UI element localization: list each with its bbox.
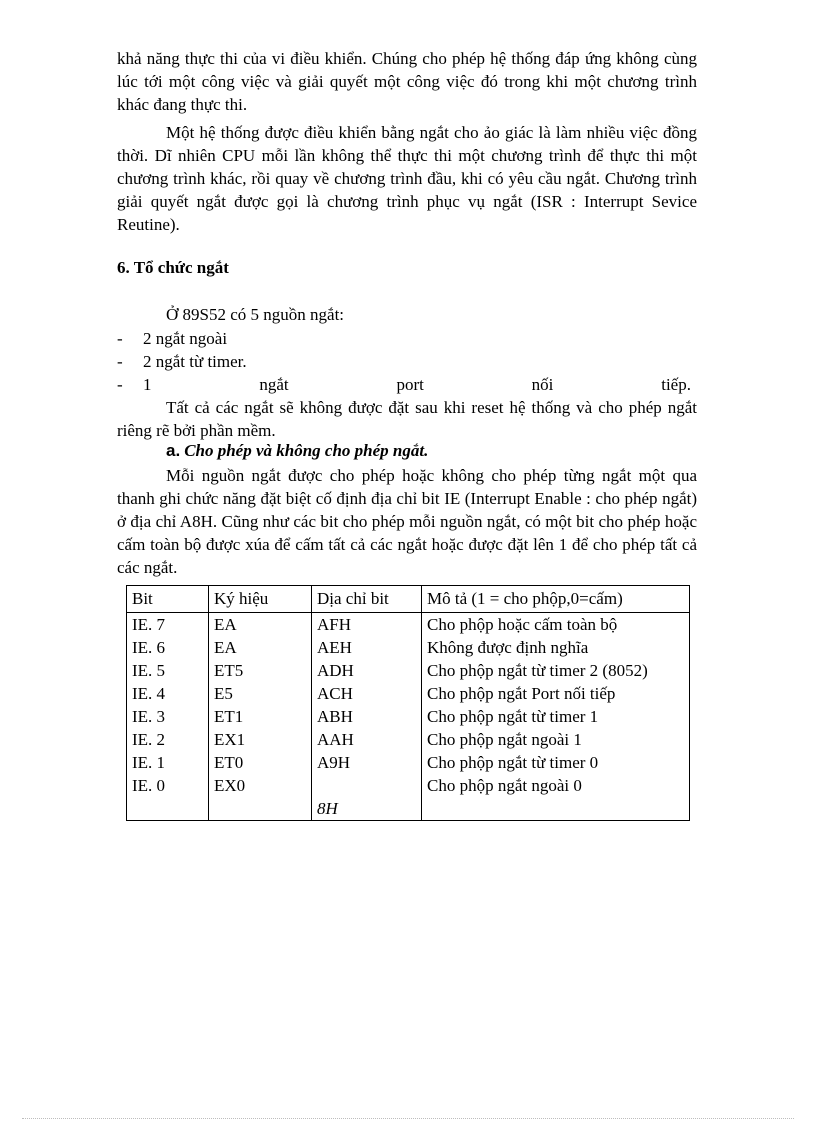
cell-address: AFH bbox=[312, 613, 422, 637]
cell-bit: IE. 7 bbox=[127, 613, 209, 637]
cell-symbol: EA bbox=[209, 613, 312, 637]
paragraph-interrupt-system: Một hệ thống được điều khiển bằng ngắt cho ảo giác là làm nhiều việc đồng thời. Dĩ nhiên CPU mỗi lần không thể thực thi một chương trình để thực thi một chương trình khác, rồi quay về chương trình đầu, khi có yêu cầu ngắt. Chương trình giải quyết ngắt được gọi là chương trình phục vụ ngắt (ISR : Interrupt Sevice Reutine). bbox=[117, 123, 697, 234]
bullet-dash: - bbox=[117, 375, 123, 394]
cell-bit: IE. 1 bbox=[127, 751, 209, 774]
cell-address: A9H bbox=[312, 751, 422, 774]
cell-description: Không được định nghĩa bbox=[422, 636, 690, 659]
cell-symbol-empty bbox=[209, 797, 312, 821]
page-bottom-divider bbox=[22, 1118, 794, 1119]
word: 1 bbox=[143, 375, 152, 394]
cell-address: AEH bbox=[312, 636, 422, 659]
cell-symbol: EA bbox=[209, 636, 312, 659]
cell-bit: IE. 4 bbox=[127, 682, 209, 705]
word: ngắt bbox=[259, 375, 289, 394]
list-item bbox=[117, 373, 697, 396]
header-description: Mô tả (1 = cho phộp,0=cấm) bbox=[422, 586, 690, 613]
subsection-title: Cho phép và không cho phép ngắt. bbox=[184, 441, 429, 460]
subsection-heading bbox=[166, 441, 428, 461]
table-row bbox=[127, 682, 690, 705]
list-item bbox=[117, 350, 697, 373]
cell-description: Cho phộp ngắt ngoài 0 bbox=[422, 774, 690, 797]
subsection-letter: a. bbox=[166, 441, 181, 460]
ie-register-table bbox=[126, 585, 690, 821]
cell-symbol: ET0 bbox=[209, 751, 312, 774]
list-item-text: 2 ngắt từ timer. bbox=[143, 352, 247, 371]
cell-bit: IE. 2 bbox=[127, 728, 209, 751]
cell-address-overflow: 8H bbox=[312, 797, 422, 821]
cell-symbol: E5 bbox=[209, 682, 312, 705]
table-row bbox=[127, 705, 690, 728]
bullet-dash: - bbox=[117, 329, 123, 348]
cell-bit: IE. 6 bbox=[127, 636, 209, 659]
header-symbol: Ký hiệu bbox=[209, 586, 312, 613]
cell-description-empty bbox=[422, 797, 690, 821]
table-row bbox=[127, 751, 690, 774]
cell-address bbox=[312, 774, 422, 797]
cell-description: Cho phộp ngắt từ timer 0 bbox=[422, 751, 690, 774]
cell-bit: IE. 0 bbox=[127, 774, 209, 797]
list-item-text: 2 ngắt ngoài bbox=[143, 329, 228, 348]
cell-symbol: EX0 bbox=[209, 774, 312, 797]
cell-description: Cho phộp ngắt từ timer 1 bbox=[422, 705, 690, 728]
cell-symbol: EX1 bbox=[209, 728, 312, 751]
header-bit: Bit bbox=[127, 586, 209, 613]
cell-description: Cho phộp ngắt ngoài 1 bbox=[422, 728, 690, 751]
table-row bbox=[127, 659, 690, 682]
cell-bit: IE. 5 bbox=[127, 659, 209, 682]
cell-bit: IE. 3 bbox=[127, 705, 209, 728]
list-item-text-justified bbox=[143, 373, 691, 396]
cell-description: Cho phộp ngắt từ timer 2 (8052) bbox=[422, 659, 690, 682]
section-heading: 6. Tổ chức ngắt bbox=[117, 258, 229, 277]
list-item bbox=[117, 327, 697, 350]
paragraph-ie-register: Mỗi nguồn ngắt được cho phép hoặc không cho phép từng ngắt một qua thanh ghi chức năng đặt biệt cố định địa chỉ bit IE (Interrupt Enable : cho phép ngắt) ở địa chỉ A8H. Cũng như các bit cho phép mỗi nguồn ngắt, có một bit cho phép hoặc cấm toàn bộ được xúa để cấm tất cả các ngắt hoặc được đặt lên 1 để cho phép tất cả các ngắt. bbox=[117, 466, 697, 577]
header-bit-address: Dịa chỉ bit bbox=[312, 586, 422, 613]
table-row bbox=[127, 613, 690, 637]
word: nối bbox=[531, 375, 554, 394]
cell-description: Cho phộp hoặc cấm toàn bộ bbox=[422, 613, 690, 637]
table-row bbox=[127, 728, 690, 751]
cell-description: Cho phộp ngắt Port nối tiếp bbox=[422, 682, 690, 705]
table-header-row bbox=[127, 586, 690, 613]
paragraph-intro-continuation: khả năng thực thi của vi điều khiển. Chúng cho phép hệ thống đáp ứng không cùng lúc tới một công việc và giải quyết một công việc đó trong khi một chương trình khác đang thực thi. bbox=[117, 49, 697, 114]
cell-address: ADH bbox=[312, 659, 422, 682]
table-row bbox=[127, 774, 690, 797]
word: tiếp. bbox=[661, 375, 691, 394]
table-row bbox=[127, 797, 690, 821]
cell-symbol: ET5 bbox=[209, 659, 312, 682]
cell-symbol: ET1 bbox=[209, 705, 312, 728]
paragraph-reset-note: Tất cả các ngắt sẽ không được đặt sau khi reset hệ thống và cho phép ngắt riêng rẽ bởi phần mềm. bbox=[117, 398, 697, 440]
cell-address: AAH bbox=[312, 728, 422, 751]
cell-address: ABH bbox=[312, 705, 422, 728]
cell-bit-empty bbox=[127, 797, 209, 821]
cell-address: ACH bbox=[312, 682, 422, 705]
paragraph-interrupt-sources: Ở 89S52 có 5 nguồn ngắt: bbox=[166, 305, 345, 324]
bullet-dash: - bbox=[117, 352, 123, 371]
table-row bbox=[127, 636, 690, 659]
word: port bbox=[396, 375, 424, 394]
